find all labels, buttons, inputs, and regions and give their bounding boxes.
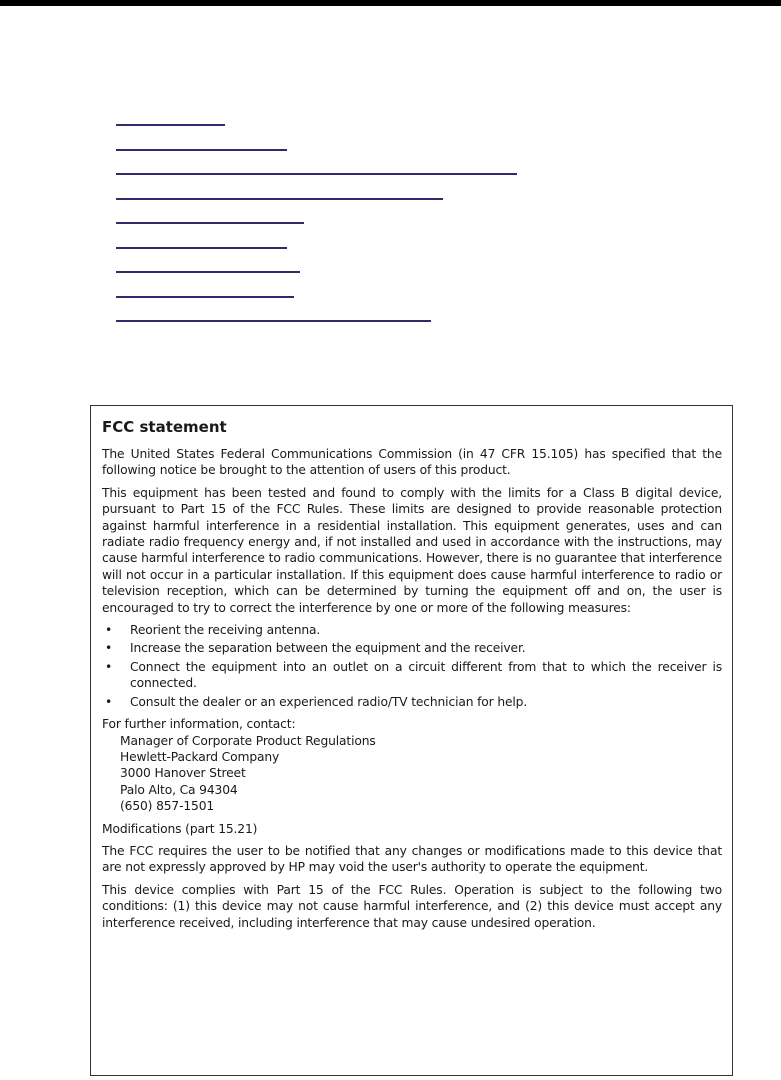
measure-item: • Consult the dealer or an experienced radio/TV technician for help. (105, 694, 528, 709)
measure-item: • Increase the separation between the equipment and the receiver. (105, 641, 526, 656)
bullet-icon: • (105, 659, 113, 674)
contact-line: (650) 857-1501 (120, 799, 215, 814)
link-underline[interactable] (116, 320, 431, 322)
bullet-icon: • (105, 623, 113, 638)
link-underline[interactable] (116, 149, 287, 151)
contact-line: 3000 Hanover Street (120, 766, 246, 781)
modifications-heading: Modifications (part 15.21) (102, 821, 258, 836)
link-underline[interactable] (116, 198, 443, 200)
link-underline[interactable] (116, 271, 300, 273)
compliance-text: This device complies with Part 15 of the FCC Rules. Operation is subject to the following two conditions: (1) this device may not cause harmful interference, and (2) this device must accept any interference received, including interference that may cause undesired operation. (102, 882, 722, 930)
link-underline[interactable] (116, 173, 517, 175)
link-underline[interactable] (116, 124, 225, 126)
contact-line: Hewlett-Packard Company (120, 749, 280, 764)
fcc-tested-paragraph: This equipment has been tested and found to comply with the limits for a Class B digital device, pursuant to Part 15 of the FCC Rules. These limits are designed to provide reasonable protection against harmful interference in a residential installation. This equipment generates, uses and can radiate radio frequency energy and, if not installed and used in accordance with the instructions, may cause harmful interference to radio communications. However, there is no guarantee that interference will not occur in a particular installation. If this equipment does cause harmful interference to radio or television reception, which can be determined by turning the equipment off and on, the user is encouraged to try to correct the interference by one or more of the following measures: (102, 485, 722, 615)
measure-item: • Reorient the receiving antenna. (105, 623, 321, 638)
measures-list (102, 622, 722, 710)
contact-line: Manager of Corporate Product Regulations (120, 733, 376, 748)
bullet-icon: • (105, 641, 113, 656)
link-underline[interactable] (116, 296, 294, 298)
link-underline[interactable] (116, 247, 287, 249)
contact-block (102, 716, 722, 814)
contact-line: Palo Alto, Ca 94304 (120, 782, 238, 797)
top-rule (0, 0, 781, 6)
modifications-text: The FCC requires the user to be notified that any changes or modifications made to this device that are not expressly approved by HP may void the user's authority to operate the equipment. (102, 843, 722, 875)
fcc-statement-box (90, 405, 733, 1076)
contact-intro: For further information, contact: (102, 717, 296, 732)
bullet-icon: • (105, 694, 113, 709)
fcc-title: FCC statement (102, 418, 227, 436)
fcc-intro: The United States Federal Communications Commission (in 47 CFR 15.105) has specified that the following notice be brought to the attention of users of this product. (102, 447, 722, 478)
measure-item: • Connect the equipment into an outlet on a circuit different from that to which the receiver is connected. (105, 659, 722, 691)
link-underline[interactable] (116, 222, 304, 224)
